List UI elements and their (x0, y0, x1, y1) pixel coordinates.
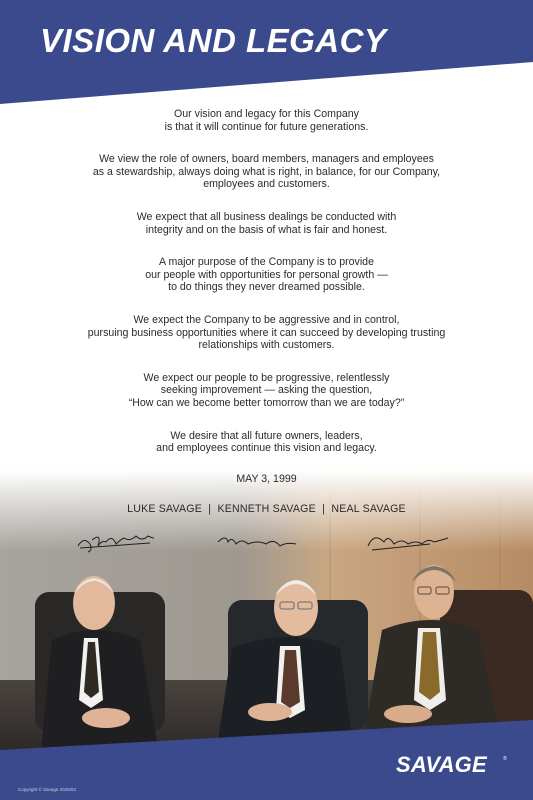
paragraph-1: Our vision and legacy for this Company is that it will continue for future generations. (164, 108, 369, 133)
copyright-notice: Copyright © Savage 2025/03 (18, 787, 76, 792)
trademark-mark: ® (503, 756, 507, 762)
paragraph-5: We expect the Company to be aggressive and in control, pursuing business opportunities where it can succeed by developing trusting relationships with customers. (87, 313, 446, 352)
paragraph-7: We desire that all future owners, leaders, and employees continue this vision and legacy. (156, 429, 377, 455)
signatory-names: LUKE SAVAGE | KENNETH SAVAGE | NEAL SAVAGE (127, 503, 406, 516)
paragraph-6: We expect our people to be progressive, relentlessly seeking improvement — asking the question, “How can we become better tomorrow than we are today?” (128, 371, 405, 409)
vision-statement (20, 108, 513, 516)
paragraph-3: We expect that all business dealings be conducted with integrity and on the basis of what is fair and honest. (136, 210, 397, 236)
paragraph-2: We view the role of owners, board members, managers and employees as a stewardship, always doing what is right, in balance, for our Company, employees and customers. (92, 153, 441, 191)
date: MAY 3, 1999 (236, 472, 297, 485)
paragraph-4: A major purpose of the Company is to provide our people with opportunities for personal growth — to do things they never dreamed possible. (145, 256, 388, 294)
page-title: VISION AND LEGACY (40, 22, 387, 59)
savage-logo: SAVAGE (396, 752, 487, 777)
